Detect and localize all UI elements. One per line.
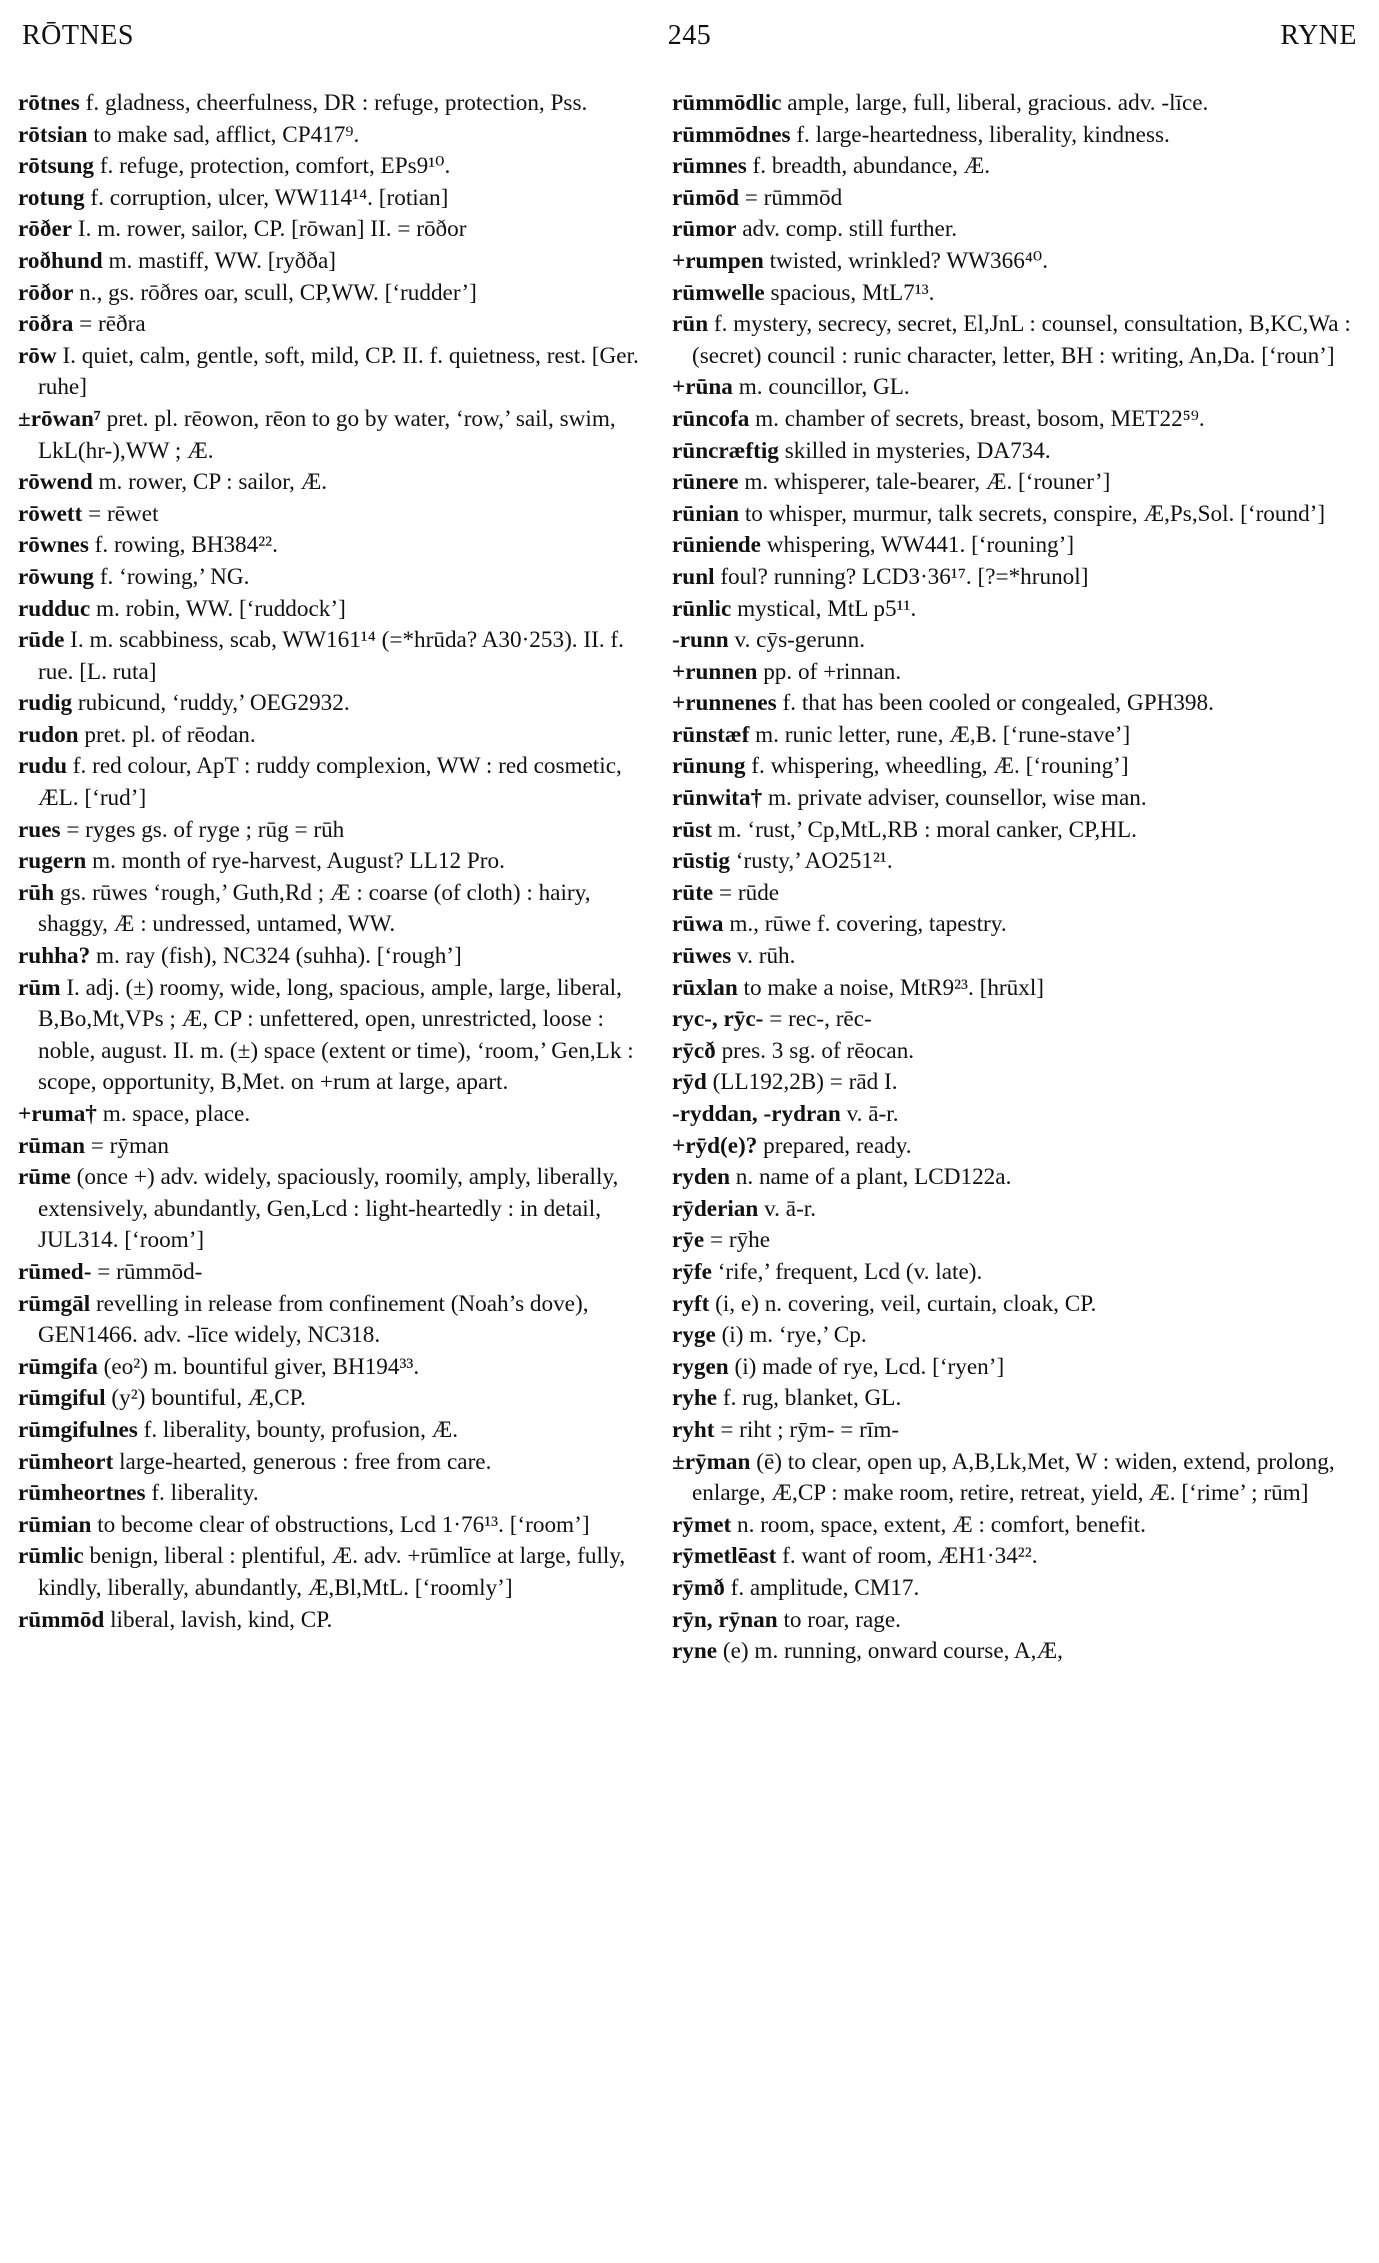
dictionary-entry: [18, 846, 663, 878]
entry-definition: n., gs. rōðres oar, scull, CP,WW. [‘rudder’]: [73, 279, 477, 306]
entry-definition: f. refuge, protection, comfort, EPs9¹⁰.: [94, 153, 451, 180]
entry-definition: f. rug, blanket, GL.: [717, 1385, 902, 1412]
dictionary-entry: [672, 309, 1362, 372]
entry-definition: large-hearted, generous : free from care.: [113, 1448, 492, 1475]
dictionary-entry: [672, 1573, 1362, 1605]
entry-definition: v. ā-r.: [758, 1195, 817, 1222]
entry-headword: rūmgifulnes: [18, 1416, 138, 1443]
dictionary-entry: [18, 1478, 663, 1510]
entry-definition: (once +) adv. widely, spaciously, roomily, amply, liberally, extensively, abundantly, Gen,Lcd : light-heartedly : in detail, JUL314. [‘room’]: [38, 1164, 619, 1254]
entry-headword: rūwa: [672, 911, 724, 938]
entry-definition: pret. pl. of rēodan.: [78, 721, 256, 748]
entry-headword: rōw: [18, 342, 57, 369]
dictionary-entry: [18, 720, 663, 752]
dictionary-entry: [18, 467, 663, 499]
entry-definition: f. that has been cooled or congealed, GPH398.: [776, 690, 1214, 717]
dictionary-entry: [672, 1067, 1362, 1099]
dictionary-entry: [672, 688, 1362, 720]
dictionary-entry: [672, 404, 1362, 436]
dictionary-entry: [18, 625, 663, 688]
entry-definition: benign, liberal : plentiful, Æ. adv. +rūmlīce at large, fully, kindly, liberally, abundantly, Æ,Bl,MtL. [‘roomly’]: [38, 1543, 626, 1601]
entry-definition: (eo²) m. bountiful giver, BH194³³.: [97, 1353, 420, 1380]
entry-definition: m. robin, WW. [‘ruddock’]: [90, 595, 346, 622]
dictionary-entry: [672, 625, 1362, 657]
dictionary-entry: [18, 183, 663, 215]
entry-headword: rūnung: [672, 753, 746, 780]
entry-definition: m. rower, CP : sailor, Æ.: [92, 469, 328, 496]
entry-definition: f. red colour, ApT : ruddy complexion, WW : red cosmetic, ÆL. [‘rud’]: [38, 753, 622, 812]
entry-headword: rūme: [18, 1164, 71, 1191]
entry-definition: = rȳhe: [704, 1227, 771, 1254]
entry-headword: rōwung: [18, 563, 95, 590]
entry-headword: rūnian: [672, 500, 740, 527]
dictionary-entry: [672, 815, 1362, 847]
dictionary-entry: [18, 120, 663, 152]
entry-headword: rūmlic: [18, 1543, 84, 1570]
entry-definition: f. ‘rowing,’ NG.: [94, 563, 250, 590]
dictionary-entry: [18, 278, 663, 310]
entry-headword: rūmgāl: [18, 1290, 91, 1317]
dictionary-entry: [18, 815, 663, 847]
dictionary-entry: [18, 1510, 663, 1542]
dictionary-entry: [18, 88, 663, 120]
entry-headword: rȳmetlēast: [672, 1543, 777, 1570]
entry-headword: rūman: [18, 1132, 85, 1159]
entry-headword: rōtsian: [18, 121, 88, 148]
entry-headword: rūstig: [672, 848, 730, 875]
entry-definition: = rēðra: [73, 311, 146, 338]
dictionary-entry: [18, 941, 663, 973]
entry-headword: rūmian: [18, 1511, 92, 1538]
entry-headword: rȳe: [672, 1227, 705, 1254]
entry-headword: rūde: [18, 627, 65, 654]
dictionary-entry: [672, 1289, 1362, 1321]
entry-headword: ryft: [672, 1290, 710, 1317]
entry-headword: rōðor: [18, 279, 74, 306]
entry-definition: I. m. rower, sailor, CP. [rōwan] II. = rōðor: [72, 216, 467, 243]
entry-definition: (y²) bountiful, Æ,CP.: [105, 1385, 306, 1412]
dictionary-entry: [18, 1541, 663, 1604]
entry-definition: v. rūh.: [731, 943, 796, 970]
entry-definition: f. amplitude, CM17.: [724, 1574, 920, 1601]
dictionary-entry: [672, 1225, 1362, 1257]
entry-definition: = ryges gs. of ryge ; rūg = rūh: [60, 816, 345, 843]
dictionary-entry: [672, 1383, 1362, 1415]
entry-definition: pret. pl. rēowon, rēon to go by water, ‘row,’ sail, swim, LkL(hr-),WW ; Æ.: [38, 405, 616, 464]
entry-headword: rudu: [18, 753, 67, 780]
entry-headword: +rȳd(e)?: [672, 1132, 758, 1159]
entry-definition: revelling in release from confinement (Noah’s dove), GEN1466. adv. -līce widely, NC318.: [38, 1290, 589, 1349]
dictionary-entry: [18, 878, 663, 941]
dictionary-entry: [672, 530, 1362, 562]
dictionary-entry: [672, 1447, 1362, 1510]
dictionary-entry: [18, 404, 663, 467]
entry-definition: to whisper, murmur, talk secrets, conspire, Æ,Ps,Sol. [‘round’]: [739, 500, 1326, 527]
dictionary-entry: [672, 1162, 1362, 1194]
entry-headword: rygen: [672, 1353, 729, 1380]
running-header: [22, 20, 1357, 60]
entry-definition: m. councillor, GL.: [732, 374, 910, 401]
dictionary-entry: [18, 214, 663, 246]
entry-headword: ryht: [672, 1416, 715, 1443]
entry-headword: rūwes: [672, 943, 732, 970]
entry-definition: liberal, lavish, kind, CP.: [104, 1606, 333, 1633]
entry-definition: m. ray (fish), NC324 (suhha). [‘rough’]: [90, 943, 462, 970]
entry-definition: f. liberality.: [145, 1480, 259, 1507]
entry-headword: rūncofa: [672, 405, 750, 432]
entry-headword: ryden: [672, 1164, 730, 1191]
dictionary-entry: [672, 1541, 1362, 1573]
entry-definition: pres. 3 sg. of rēocan.: [715, 1037, 915, 1064]
entry-definition: f. gladness, cheerfulness, DR : refuge, protection, Pss.: [79, 90, 588, 116]
entry-definition: to roar, rage.: [777, 1606, 901, 1633]
dictionary-entry: [18, 246, 663, 278]
dictionary-entry: [672, 1131, 1362, 1163]
entry-definition: ‘rusty,’ AO251²¹.: [729, 848, 893, 875]
entry-definition: m. mastiff, WW. [ryðða]: [102, 247, 336, 274]
dictionary-entry: [672, 1320, 1362, 1352]
dictionary-entry: [672, 594, 1362, 626]
dictionary-entry: [18, 151, 663, 183]
dictionary-entry: [18, 1605, 663, 1637]
entry-definition: m. chamber of secrets, breast, bosom, MET22⁵⁹.: [749, 405, 1205, 432]
entry-headword: rūmōd: [672, 184, 739, 211]
entry-headword: rūte: [672, 879, 714, 906]
entry-headword: +ruma†: [18, 1101, 97, 1127]
entry-headword: rōwett: [18, 500, 83, 527]
entry-definition: n. room, space, extent, Æ : comfort, benefit.: [731, 1511, 1146, 1538]
dictionary-entry: [672, 246, 1362, 278]
entry-definition: f. large-heartedness, liberality, kindness.: [790, 121, 1170, 148]
entry-definition: = rūmmōd: [739, 184, 843, 211]
entry-headword: rūh: [18, 879, 55, 906]
entry-definition: = rec-, rēc-: [763, 1006, 872, 1033]
entry-definition: = rūmmōd-: [91, 1258, 203, 1285]
entry-headword: rūmmōdnes: [672, 121, 791, 148]
entry-headword: +rumpen: [672, 247, 764, 274]
entry-definition: = rūde: [713, 879, 780, 906]
page-number: 245: [667, 20, 712, 51]
dictionary-entry: [18, 1131, 663, 1163]
entry-definition: I. adj. (±) roomy, wide, long, spacious, ample, large, liberal, B,Bo,Mt,VPs ; Æ, CP : unfettered, open, unrestricted, loose : noble, august. II. m. (±) space (extent or time), ‘room,’ Gen,Lk : scope, opportunity, B,Met. on +rum at large, apart.: [38, 974, 634, 1096]
entry-headword: rōtnes: [18, 90, 80, 116]
entry-definition: m. space, place.: [96, 1101, 251, 1127]
dictionary-entry: [672, 720, 1362, 752]
entry-headword: rȳd: [672, 1069, 707, 1096]
dictionary-entry: [18, 1352, 663, 1384]
entry-definition: m. private adviser, counsellor, wise man.: [762, 785, 1147, 812]
entry-definition: (i, e) n. covering, veil, curtain, cloak, CP.: [709, 1290, 1097, 1317]
dictionary-entry: [672, 1510, 1362, 1542]
dictionary-entry: [672, 1036, 1362, 1068]
header-last-word: RYNE: [1280, 20, 1357, 51]
entry-definition: (ē) to clear, open up, A,B,Lk,Met, W : widen, extend, prolong, enlarge, Æ,CP : make room, retire, retreat, yield, Æ. [‘rime’ ; rūm]: [692, 1448, 1335, 1507]
entry-headword: rȳmet: [672, 1511, 732, 1538]
entry-headword: rȳfe: [672, 1258, 712, 1285]
dictionary-entry: [672, 973, 1362, 1005]
entry-headword: ryhe: [672, 1385, 718, 1412]
entry-definition: ‘rife,’ frequent, Lcd (v. late).: [711, 1258, 983, 1285]
left-column: [18, 88, 663, 1636]
entry-headword: ryc-, rȳc-: [672, 1006, 764, 1033]
entry-definition: f. whispering, wheedling, Æ. [‘rouning’]: [745, 753, 1129, 780]
entry-headword: rudig: [18, 690, 73, 717]
entry-headword: rōðer: [18, 216, 73, 243]
entry-definition: prepared, ready.: [757, 1132, 912, 1159]
dictionary-entry: [672, 751, 1362, 783]
header-first-word: RŌTNES: [22, 20, 134, 51]
entry-headword: runl: [672, 563, 715, 590]
dictionary-entry: [672, 1004, 1362, 1036]
entry-definition: foul? running? LCD3·36¹⁷. [?=*hrunol]: [714, 563, 1089, 590]
entry-headword: rȳcð: [672, 1037, 716, 1064]
dictionary-entry: [18, 530, 663, 562]
entry-definition: to make sad, afflict, CP417⁹.: [87, 121, 360, 148]
entry-headword: -runn: [672, 627, 729, 654]
dictionary-entry: [18, 1162, 663, 1257]
entry-headword: rūst: [672, 816, 712, 843]
dictionary-entry: [18, 1415, 663, 1447]
entry-headword: rudon: [18, 721, 79, 748]
entry-headword: rūm: [18, 974, 61, 1001]
dictionary-entry: [18, 688, 663, 720]
dictionary-entry: [18, 973, 663, 1099]
entry-headword: rūmgiful: [18, 1385, 106, 1412]
dictionary-entry: [18, 594, 663, 626]
dictionary-entry: [672, 1352, 1362, 1384]
entry-definition: (LL192,2B) = rād I.: [706, 1069, 898, 1096]
entry-definition: pp. of +rinnan.: [757, 658, 902, 685]
entry-headword: rȳderian: [672, 1195, 759, 1222]
entry-headword: rūmmōdlic: [672, 90, 782, 116]
entry-headword: -ryddan, -rydran: [672, 1101, 841, 1127]
entry-headword: rūncræftig: [672, 437, 779, 464]
dictionary-entry: [672, 372, 1362, 404]
entry-definition: f. mystery, secrecy, secret, El,JnL : counsel, consultation, B,KC,Wa : (secret) council : runic character, letter, BH : writing, An,Da. [‘roun’]: [692, 311, 1351, 369]
entry-headword: rōwnes: [18, 532, 89, 559]
entry-definition: m. ‘rust,’ Cp,MtL,RB : moral canker, CP,HL.: [711, 816, 1137, 843]
entry-headword: rūxlan: [672, 974, 738, 1001]
dictionary-entry: [672, 278, 1362, 310]
entry-headword: rūmor: [672, 216, 737, 243]
dictionary-entry: [672, 1636, 1362, 1668]
entry-headword: rūn: [672, 311, 709, 338]
entry-headword: rūniende: [672, 532, 761, 559]
entry-definition: adv. comp. still further.: [736, 216, 958, 243]
entry-headword: rūmheort: [18, 1448, 114, 1475]
entry-headword: +runnen: [672, 658, 758, 685]
entry-definition: m., rūwe f. covering, tapestry.: [723, 911, 1007, 938]
dictionary-entry: [18, 1099, 663, 1131]
entry-headword: rūmheortnes: [18, 1480, 146, 1507]
entry-headword: rūnlic: [672, 595, 732, 622]
entry-headword: rōðra: [18, 311, 74, 338]
entry-definition: I. quiet, calm, gentle, soft, mild, CP. II. f. quietness, rest. [Ger. ruhe]: [38, 342, 639, 401]
entry-definition: to become clear of obstructions, Lcd 1·76¹³. [‘room’]: [91, 1511, 590, 1538]
entry-headword: rȳmð: [672, 1574, 725, 1601]
dictionary-entry: [18, 1289, 663, 1352]
dictionary-entry: [672, 499, 1362, 531]
dictionary-entry: [672, 436, 1362, 468]
entry-definition: (i) m. ‘rye,’ Cp.: [715, 1322, 867, 1349]
entry-definition: = rēwet: [82, 500, 159, 527]
entry-headword: rūmmōd: [18, 1606, 105, 1633]
dictionary-entry: [18, 751, 663, 814]
entry-definition: f. want of room, ÆH1·34²².: [776, 1543, 1038, 1570]
entry-headword: rōtsung: [18, 153, 95, 180]
entry-headword: ±rȳman: [672, 1448, 751, 1475]
entry-headword: ryne: [672, 1638, 718, 1665]
entry-definition: (e) m. running, onward course, A,Æ,: [717, 1638, 1063, 1665]
dictionary-entry: [672, 1605, 1362, 1637]
entry-headword: rūmed-: [18, 1258, 92, 1285]
entry-headword: rūmwelle: [672, 279, 765, 306]
entry-definition: f. liberality, bounty, profusion, Æ.: [137, 1416, 459, 1443]
entry-definition: spacious, MtL7¹³.: [764, 279, 935, 306]
right-column: [672, 88, 1362, 1668]
entry-headword: +rūna: [672, 374, 733, 401]
entry-definition: = riht ; rȳm- = rīm-: [714, 1416, 900, 1443]
entry-headword: rugern: [18, 848, 87, 875]
entry-definition: m. runic letter, rune, Æ,B. [‘rune-stave’]: [749, 721, 1131, 748]
dictionary-entry: [672, 909, 1362, 941]
dictionary-entry: [18, 309, 663, 341]
dictionary-entry: [672, 151, 1362, 183]
dictionary-entry: [18, 499, 663, 531]
entry-headword: ryge: [672, 1322, 716, 1349]
dictionary-entry: [672, 467, 1362, 499]
entry-definition: I. m. scabbiness, scab, WW161¹⁴ (=*hrūda? A30·253). II. f. rue. [L. ruta]: [38, 627, 624, 685]
entry-headword: rȳn, rȳnan: [672, 1606, 778, 1633]
dictionary-entry: [672, 846, 1362, 878]
entry-headword: +runnenes: [672, 690, 777, 717]
entry-definition: v. cȳs-gerunn.: [728, 627, 865, 654]
dictionary-entry: [672, 1415, 1362, 1447]
dictionary-entry: [672, 183, 1362, 215]
entry-headword: rūmgifa: [18, 1353, 98, 1380]
entry-definition: mystical, MtL p5¹¹.: [731, 595, 917, 622]
entry-headword: rudduc: [18, 595, 91, 622]
dictionary-entry: [672, 878, 1362, 910]
entry-headword: roðhund: [18, 247, 103, 274]
dictionary-entry: [672, 562, 1362, 594]
dictionary-entry: [672, 1099, 1362, 1131]
entry-headword: ±rōwan⁷: [18, 405, 101, 432]
dictionary-entry: [18, 1383, 663, 1415]
entry-definition: m. whisperer, tale-bearer, Æ. [‘rouner’]: [738, 469, 1111, 496]
dictionary-entry: [672, 88, 1362, 120]
dictionary-entry: [18, 1257, 663, 1289]
entry-definition: to make a noise, MtR9²³. [hrūxl]: [737, 974, 1044, 1001]
entry-definition: ample, large, full, liberal, gracious. adv. -līce.: [781, 90, 1209, 116]
dictionary-entry: [672, 214, 1362, 246]
dictionary-entry: [672, 1194, 1362, 1226]
entry-definition: (i) made of rye, Lcd. [‘ryen’]: [728, 1353, 1005, 1380]
dictionary-entry: [18, 1447, 663, 1479]
entry-definition: skilled in mysteries, DA734.: [778, 437, 1051, 464]
dictionary-entry: [672, 1257, 1362, 1289]
entry-definition: gs. rūwes ‘rough,’ Guth,Rd ; Æ : coarse (of cloth) : hairy, shaggy, Æ : undressed, untamed, WW.: [38, 879, 591, 938]
entry-definition: rubicund, ‘ruddy,’ OEG2932.: [72, 690, 350, 717]
entry-definition: n. name of a plant, LCD122a.: [729, 1164, 1012, 1191]
entry-headword: rūnere: [672, 469, 739, 496]
entry-definition: f. breadth, abundance, Æ.: [746, 153, 991, 180]
dictionary-entry: [672, 941, 1362, 973]
entry-definition: v. ā-r.: [840, 1101, 899, 1127]
entry-definition: = rȳman: [85, 1132, 169, 1159]
entry-headword: rōwend: [18, 469, 93, 496]
dictionary-entry: [672, 783, 1362, 815]
entry-definition: twisted, wrinkled? WW366⁴⁰.: [763, 247, 1049, 274]
entry-headword: rotung: [18, 184, 85, 211]
entry-definition: f. corruption, ulcer, WW114¹⁴. [rotian]: [84, 184, 449, 211]
entry-definition: f. rowing, BH384²².: [88, 532, 278, 559]
entry-headword: rūmnes: [672, 153, 747, 180]
entry-definition: whispering, WW441. [‘rouning’]: [760, 532, 1075, 559]
dictionary-entry: [18, 341, 663, 404]
dictionary-entry: [672, 120, 1362, 152]
dictionary-entry: [18, 562, 663, 594]
entry-headword: ruhha?: [18, 943, 91, 970]
dictionary-entry: [672, 657, 1362, 689]
entry-headword: rūnwita†: [672, 785, 763, 812]
entry-definition: m. month of rye-harvest, August? LL12 Pro.: [86, 848, 505, 875]
entry-headword: rues: [18, 816, 61, 843]
entry-headword: rūnstæf: [672, 721, 750, 748]
